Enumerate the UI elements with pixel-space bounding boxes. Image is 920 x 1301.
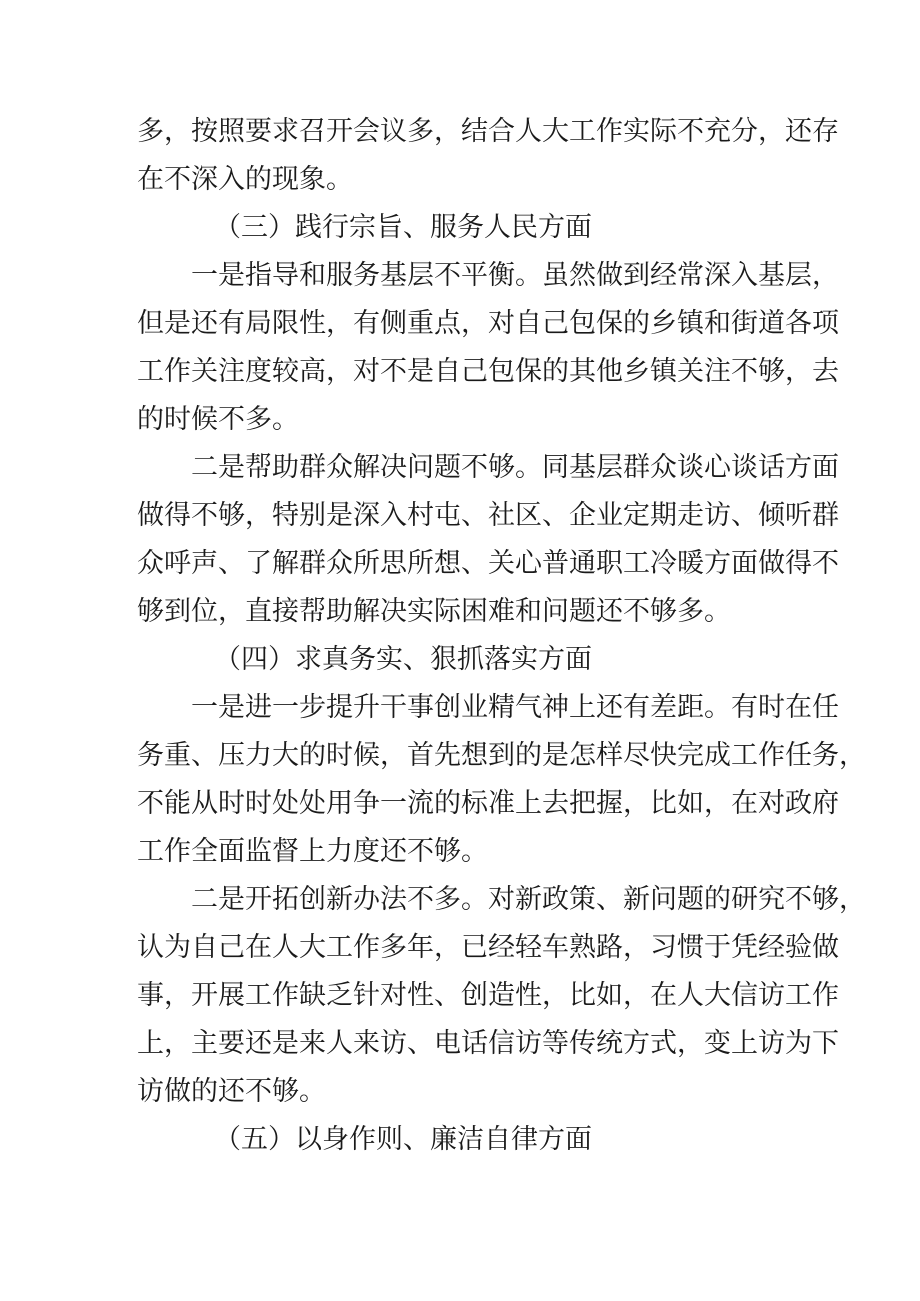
body-text-line: 二是帮助群众解决问题不够。同基层群众谈心谈话方面 bbox=[191, 452, 839, 483]
body-text-line: 众呼声、了解群众所思所想、关心普通职工冷暖方面做得不 bbox=[137, 548, 839, 579]
body-text-line: 认为自己在人大工作多年，已经轻车熟路，习惯于凭经验做 bbox=[137, 932, 839, 963]
section-heading: （三）践行宗旨、服务人民方面 bbox=[214, 212, 592, 243]
body-text-line: 的时候不多。 bbox=[137, 404, 299, 435]
section-heading: （四）求真务实、狠抓落实方面 bbox=[214, 644, 592, 675]
body-text-line: 做得不够，特别是深入村屯、社区、企业定期走访、倾听群 bbox=[137, 500, 839, 531]
body-text-line: 够到位，直接帮助解决实际困难和问题还不够多。 bbox=[137, 596, 731, 627]
body-text-line: 多，按照要求召开会议多，结合人大工作实际不充分，还存 bbox=[137, 116, 839, 147]
body-text-line: 务重、压力大的时候，首先想到的是怎样尽快完成工作任务， bbox=[137, 740, 866, 771]
body-text-line: 一是指导和服务基层不平衡。虽然做到经常深入基层， bbox=[191, 260, 839, 291]
body-text-line: 但是还有局限性，有侧重点，对自己包保的乡镇和街道各项 bbox=[137, 308, 839, 339]
body-text-line: 二是开拓创新办法不多。对新政策、新问题的研究不够， bbox=[191, 884, 866, 915]
body-text-line: 访做的还不够。 bbox=[137, 1076, 326, 1107]
body-text-line: 不能从时时处处用争一流的标准上去把握，比如，在对政府 bbox=[137, 788, 839, 819]
body-text-line: 事，开展工作缺乏针对性、创造性，比如，在人大信访工作 bbox=[137, 980, 839, 1011]
body-text-line: 在不深入的现象。 bbox=[137, 164, 353, 195]
body-text-line: 工作全面监督上力度还不够。 bbox=[137, 836, 488, 867]
body-text-line: 上，主要还是来人来访、电话信访等传统方式，变上访为下 bbox=[137, 1028, 839, 1059]
body-text-line: 工作关注度较高，对不是自己包保的其他乡镇关注不够，去 bbox=[137, 356, 839, 387]
section-heading: （五）以身作则、廉洁自律方面 bbox=[214, 1124, 592, 1155]
body-text-line: 一是进一步提升干事创业精气神上还有差距。有时在任 bbox=[191, 692, 839, 723]
